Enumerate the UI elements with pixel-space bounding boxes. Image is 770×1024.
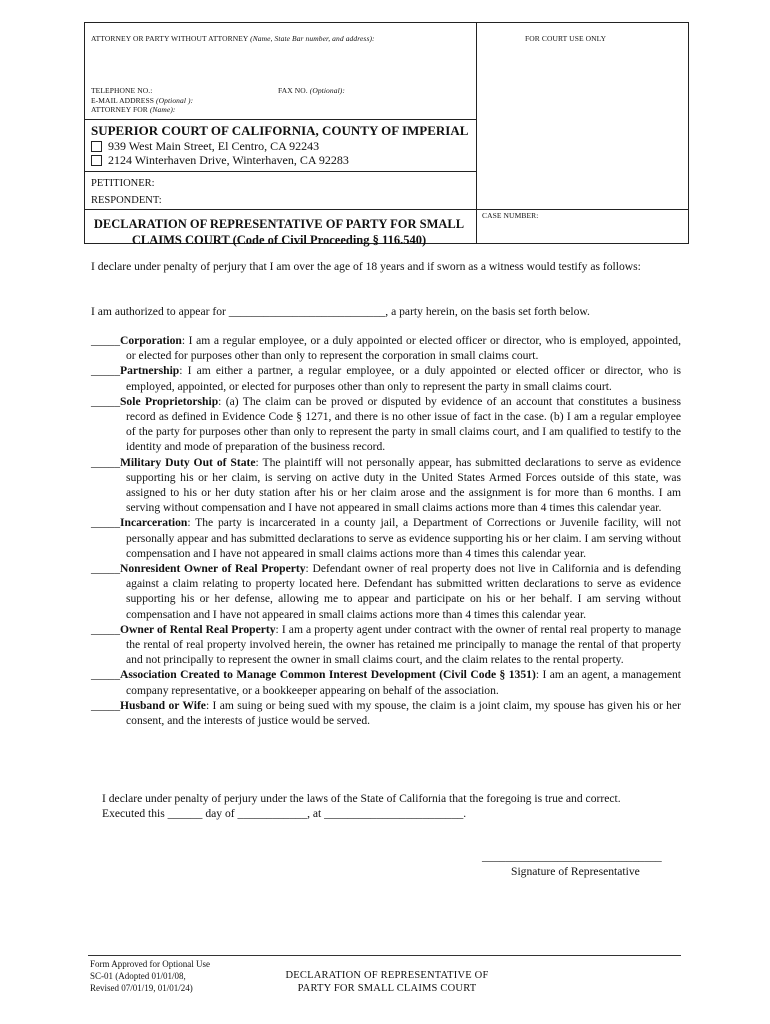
attorney-for-label: ATTORNEY FOR (Name): (91, 105, 176, 114)
basis-item-partnership[interactable]: _____Partnership: I am either a partner, a regular employee, or a duly appointed or elected officer or director, who is employed, appointed, or elected for purposes other than only to represent the party in small claims court. (91, 364, 681, 393)
form-title-line-1: DECLARATION OF REPRESENTATIVE OF PARTY FOR SMALL (93, 217, 465, 231)
footer-form-number: SC-01 (Adopted 01/01/08, (90, 971, 186, 981)
footer-title-line-2: PARTY FOR SMALL CLAIMS COURT (297, 983, 477, 994)
basis-item-corporation[interactable]: _____Corporation: I am a regular employee, or a duly appointed or elected officer or director, who is employed, appointed, or elected for purposes other than only to represent the corporation in small claims court. (91, 334, 681, 363)
footer-title (262, 969, 512, 995)
footer-revised: Revised 07/01/19, 01/01/24) (90, 983, 193, 993)
footer-approved: Form Approved for Optional Use (90, 959, 210, 969)
petitioner-label: PETITIONER: (91, 178, 155, 189)
address-option-1[interactable] (91, 139, 319, 154)
basis-list (91, 333, 681, 728)
authorized-statement: I am authorized to appear for ___________________________, a party herein, on the basis set forth below. (91, 305, 590, 318)
footer-title-line-1: DECLARATION OF REPRESENTATIVE OF (285, 970, 489, 981)
executed-line[interactable]: Executed this ______ day of ____________, at ________________________. (102, 807, 467, 820)
signature-label: Signature of Representative (511, 865, 640, 878)
basis-item-nonresident-owner[interactable]: _____Nonresident Owner of Real Property: Defendant owner of real property does not live in California and is defending against a claim relating to property located here. Defendant has submitted written declarations to serve as evidence supporting his or her defense, allowing me to appear and participate on his or her behalf. I am serving without compensation and I have not appeared in small claims actions more than 4 times this calendar year. (91, 562, 681, 621)
court-use-divider (476, 23, 477, 244)
case-number-label: CASE NUMBER: (482, 211, 539, 220)
basis-item-spouse[interactable]: _____Husband or Wife: I am suing or being sued with my spouse, the claim is a joint claim, my spouse has given his or her consent, and the interests of justice would be served. (91, 698, 681, 728)
checkbox-el-centro[interactable] (91, 141, 102, 152)
telephone-label: TELEPHONE NO.: (91, 86, 153, 95)
declaration-statement: I declare under penalty of perjury under the laws of the State of California that the foregoing is true and correct. (102, 792, 621, 805)
form-title-line-2: CLAIMS COURT (Code of Civil Proceeding § 116.540) (131, 233, 427, 247)
address-1-text: 939 West Main Street, El Centro, CA 92243 (108, 139, 320, 153)
basis-item-sole-proprietorship[interactable]: _____Sole Proprietorship: (a) The claim can be proved or disputed by evidence of an account that constitutes a business record as defined in Evidence Code § 1271, and there is no other issue of fact in the case. (b) I am a regular employee of the party for purposes other than only to represent the party in small claims court, and I am qualified to testify to the identity and mode of preparation of the business record. (91, 394, 682, 454)
form-title (86, 216, 472, 248)
fax-label: FAX NO. (Optional): (278, 86, 345, 95)
footer-form-info (90, 958, 210, 994)
signature-line[interactable]: _______________________________ (482, 850, 662, 863)
basis-item-military-duty[interactable]: _____Military Duty Out of State: The plaintiff will not personally appear, has submitted declarations to serve as evidence supporting his or her claim, is serving on active duty in the United States Armed Forces outside of this state, was assigned to his or her duty station after his or her claim arose and the assignment is for more than 6 months. I am serving without compensation and I have not appeared in small claims actions more than 4 times this calendar year. (91, 455, 681, 515)
address-2-text: 2124 Winterhaven Drive, Winterhaven, CA 92283 (108, 153, 349, 167)
divider-parties (85, 209, 688, 210)
basis-item-rental-owner[interactable]: _____Owner of Rental Real Property: I am a property agent under contract with the owner of rental real property to manage the rental of real property involved herein, the owner has retained me principally to manage the rental of that property and not principally to represent the owner in small claims court, and the claim relates to the rental property. (91, 622, 681, 667)
respondent-label: RESPONDENT: (91, 195, 162, 206)
court-use-label: FOR COURT USE ONLY (525, 34, 607, 43)
basis-item-association[interactable]: _____Association Created to Manage Common Interest Development (Civil Code § 1351): I am an agent, a management company representative, or a bookkeeper appearing on behalf of the association. (91, 668, 681, 697)
basis-item-incarceration[interactable]: _____Incarceration: The party is incarcerated in a county jail, a Department of Corrections or Juvenile facility, will not personally appear and has submitted declarations to serve as evidence supporting his or her claim. I am serving without compensation and I have not appeared in small claims actions more than 4 times this calendar year. (91, 516, 681, 560)
divider-attorney (85, 119, 476, 120)
intro-paragraph: I declare under penalty of perjury that I am over the age of 18 years and if sworn as a witness would testify as follows: (91, 260, 641, 273)
divider-court (85, 171, 476, 172)
address-option-2[interactable] (91, 153, 349, 168)
checkbox-winterhaven[interactable] (91, 155, 102, 166)
email-label: E-MAIL ADDRESS (Optional ): (91, 96, 194, 105)
court-name: SUPERIOR COURT OF CALIFORNIA, COUNTY OF IMPERIAL (91, 123, 469, 138)
footer-rule (88, 955, 681, 956)
attorney-label: ATTORNEY OR PARTY WITHOUT ATTORNEY (Name, State Bar number, and address): (91, 34, 375, 43)
